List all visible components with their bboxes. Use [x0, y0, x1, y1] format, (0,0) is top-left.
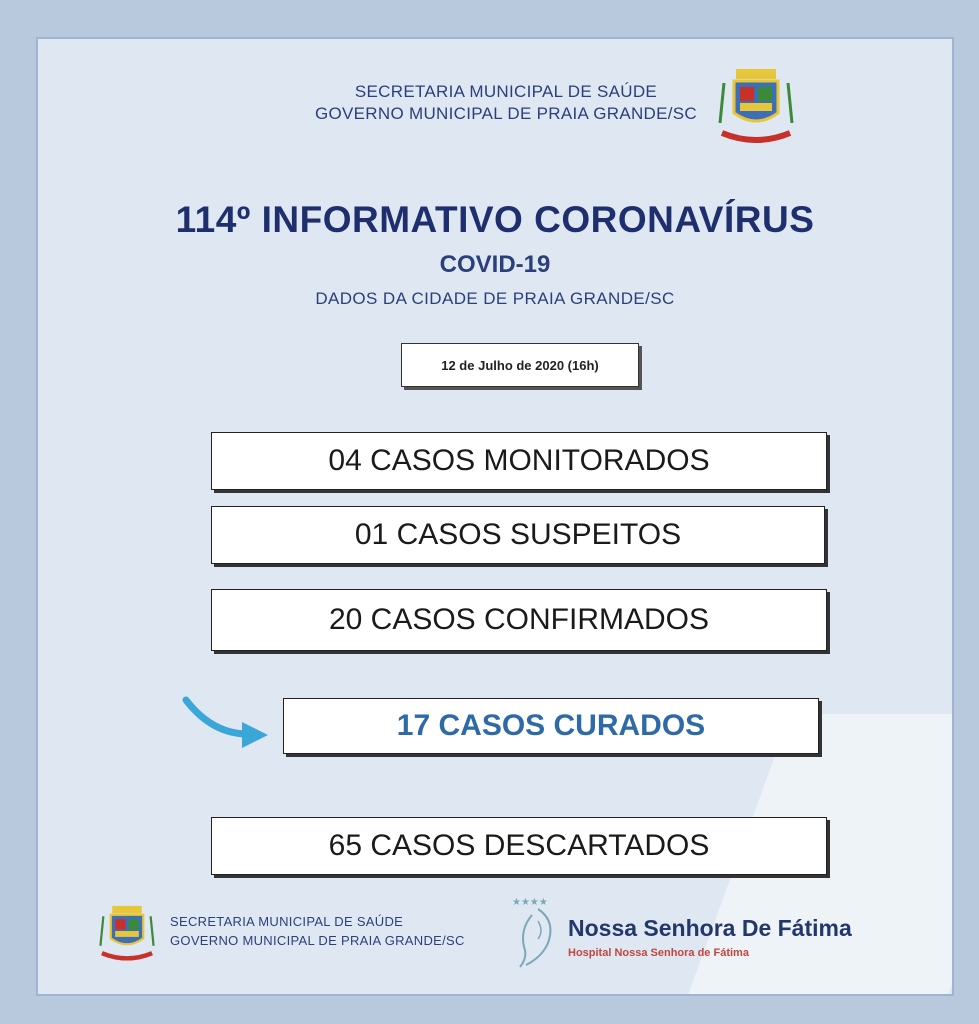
- city-data-caption: DADOS DA CIDADE DE PRAIA GRANDE/SC: [315, 289, 675, 308]
- hospital-name: Nossa Senhora De Fátima: [568, 915, 852, 941]
- stat-confirmed: [211, 589, 827, 651]
- header-line-1: SECRETARIA MUNICIPAL DE SAÚDE: [354, 82, 658, 101]
- bulletin-frame: [36, 37, 954, 996]
- stat-suspected: [211, 506, 825, 564]
- stat-discarded: [211, 817, 827, 875]
- municipal-crest-icon: [714, 63, 798, 143]
- header-line-2: GOVERNO MUNICIPAL DE PRAIA GRANDE/SC: [314, 104, 698, 123]
- stat-discarded-label: 65 CASOS DESCARTADOS: [328, 829, 710, 862]
- stat-cured-label: 17 CASOS CURADOS: [396, 709, 706, 742]
- arrow-icon: [182, 694, 272, 750]
- covid-subtitle: COVID-19: [439, 251, 551, 278]
- footer-line-1: SECRETARIA MUNICIPAL DE SAÚDE: [170, 914, 404, 929]
- stat-confirmed-label: 20 CASOS CONFIRMADOS: [328, 603, 710, 636]
- stat-cured: [283, 698, 819, 754]
- hospital-subtitle: Hospital Nossa Senhora de Fátima: [568, 947, 749, 959]
- stat-monitored: [211, 432, 827, 490]
- footer-crest-icon: [96, 901, 158, 961]
- date-box: [401, 343, 639, 387]
- footer-text: [170, 912, 465, 950]
- hospital-logo-icon: [508, 891, 564, 971]
- date-label: 12 de Julho de 2020 (16h): [441, 357, 599, 373]
- svg-text:★★★★: ★★★★: [512, 897, 548, 908]
- stat-monitored-label: 04 CASOS MONITORADOS: [328, 444, 710, 477]
- bulletin-title: 114º INFORMATIVO CORONAVÍRUS: [175, 199, 815, 240]
- footer-line-2: GOVERNO MUNICIPAL DE PRAIA GRANDE/SC: [170, 933, 465, 948]
- header-text: [296, 81, 716, 125]
- stat-suspected-label: 01 CASOS SUSPEITOS: [354, 518, 682, 551]
